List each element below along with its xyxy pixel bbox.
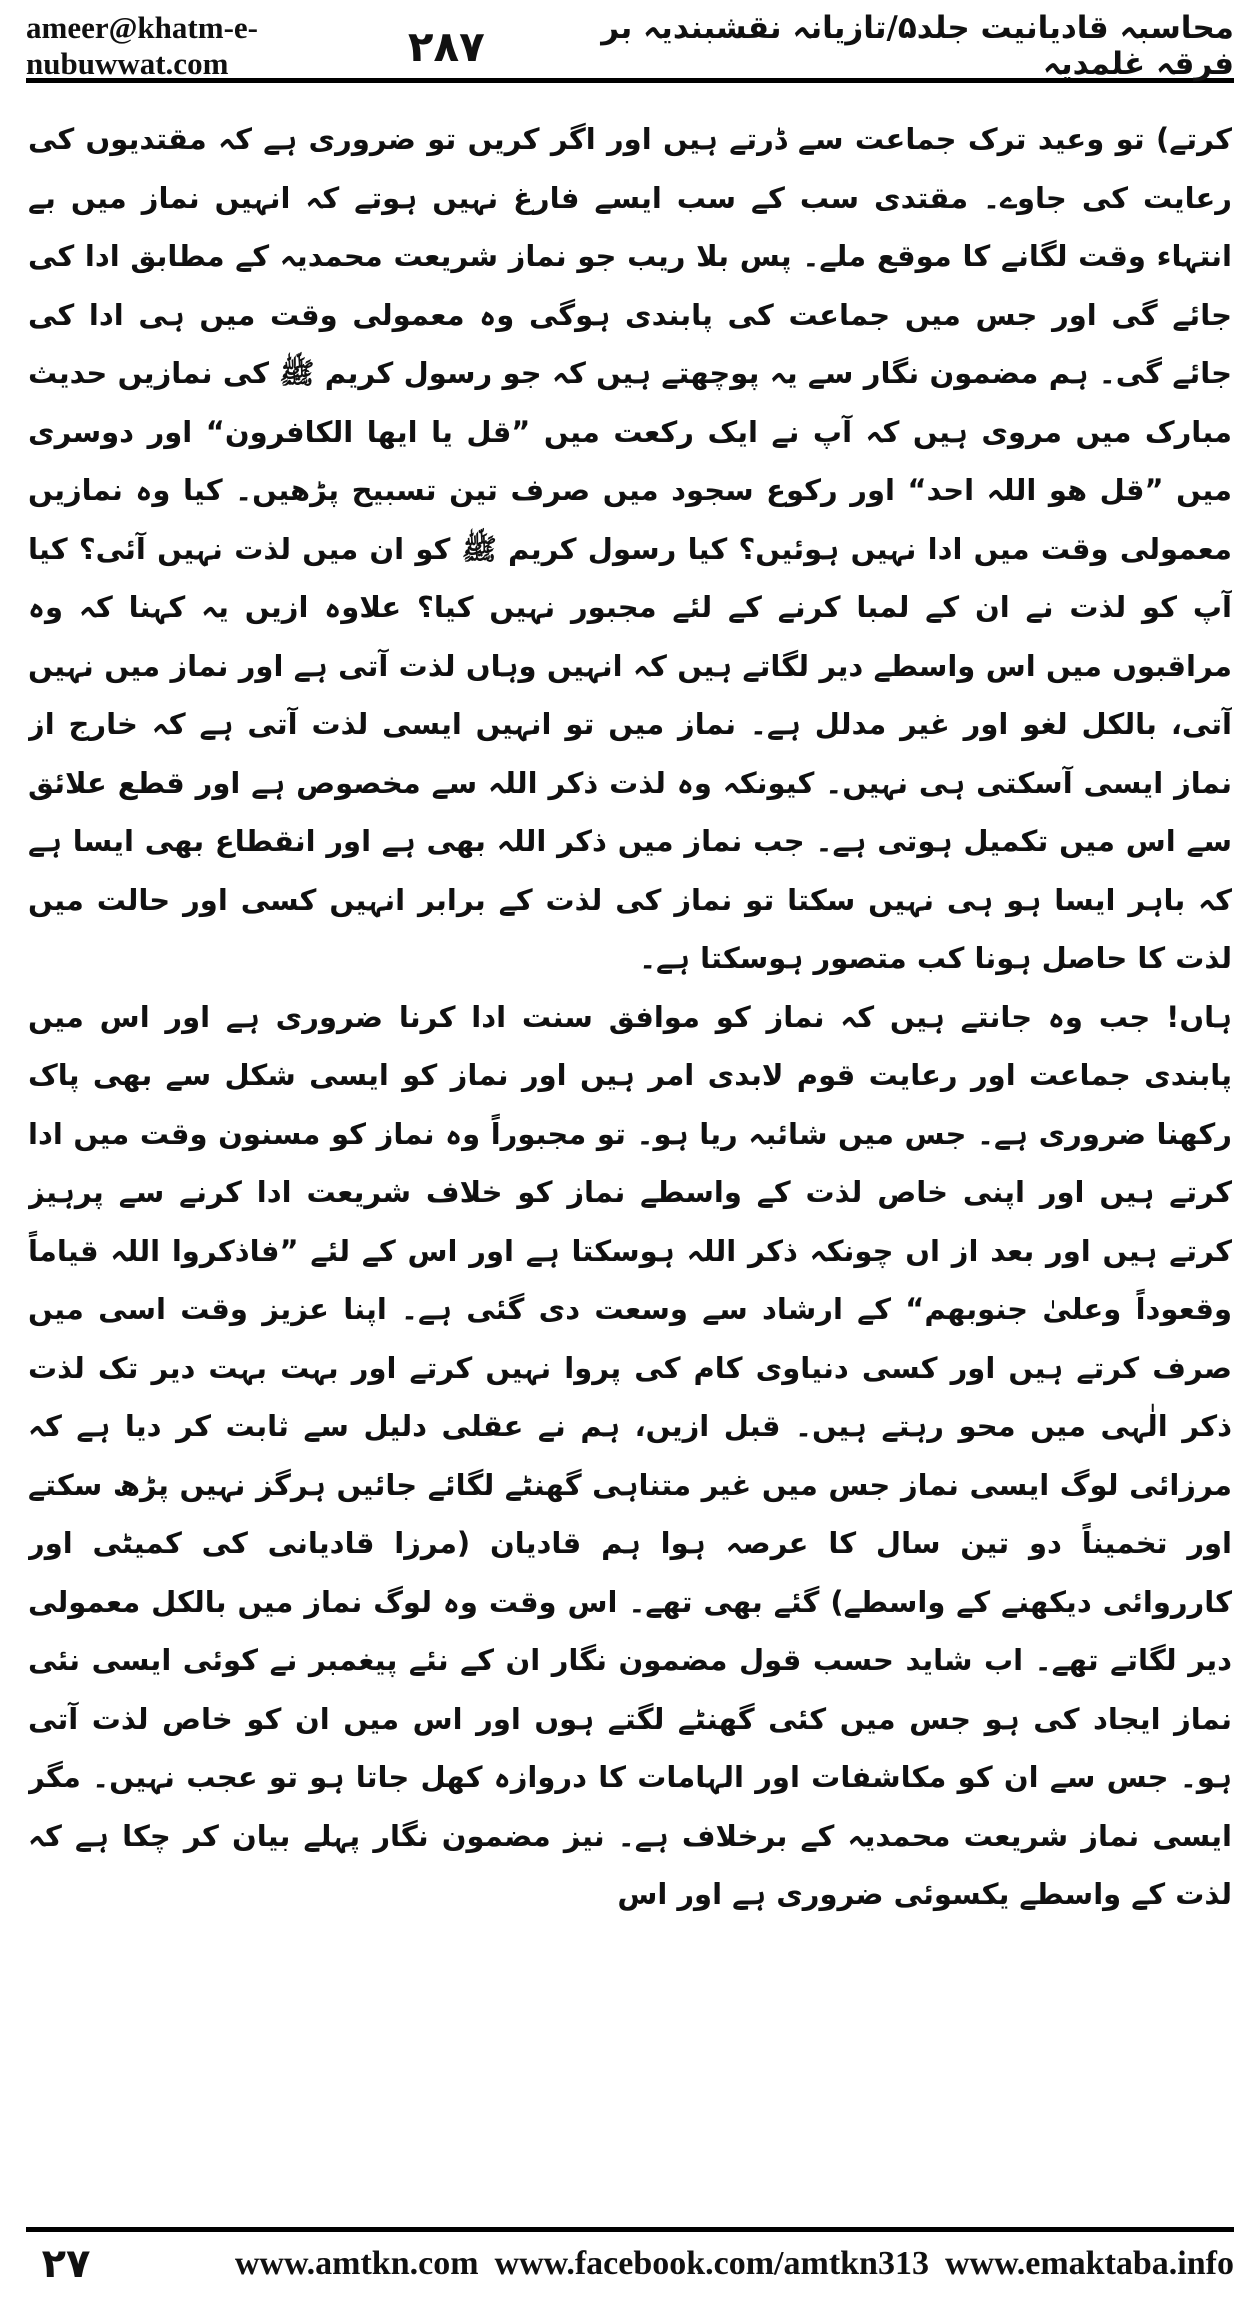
paragraph: کرتے) تو وعید ترک جماعت سے ڈرتے ہیں اور اگر کریں تو ضروری ہے کہ مقتدیوں کی رعایت کی جاوے۔ مقتدی سب کے سب ایسے فارغ نہیں ہوتے کہ انہیں نماز میں بے انتہاء وقت لگانے کا موقع ملے۔ پس بلا ریب جو نماز شریعت محمدیہ کے مطابق ادا کی جائے گی اور جس میں جماعت کی پابندی ہوگی وہ معمولی وقت میں ہی ادا کی جائے گی۔ ہم مضمون نگار سے یہ پوچھتے ہیں کہ جو رسول کریم ﷺ کی نمازیں حدیث مبارک میں مروی ہیں کہ آپ نے ایک رکعت میں ”قل یا ایھا الکافرون“ اور دوسری میں ”قل ھو اللہ احد“ اور رکوع سجود میں صرف تین تسبیح پڑھیں۔ کیا وہ نمازیں معمولی وقت میں ادا نہیں ہوئیں؟ کیا رسول کریم ﷺ کو ان میں لذت نہیں آئی؟ کیا آپ کو لذت نے ان کے لمبا کرنے کے لئے مجبور نہیں کیا؟ علاوہ ازیں یہ کہنا کہ وہ مراقبوں میں اس واسطے دیر لگاتے ہیں کہ انہیں وہاں لذت آتی ہے اور نماز میں نہیں آتی، بالکل لغو اور غیر مدلل ہے۔ نماز میں تو انہیں ایسی لذت آتی ہے کہ خارج از نماز ایسی آسکتی ہی نہیں۔ کیونکہ وہ لذت ذکر اللہ سے مخصوص ہے اور قطع علائق سے اس میں تکمیل ہوتی ہے۔ جب نماز میں ذکر اللہ بھی ہے اور انقطاع بھی ایسا ہے کہ باہر ایسا ہو ہی نہیں سکتا تو نماز کی لذت کے برابر انہیں کسی اور حالت میں لذت کا حاصل ہونا کب متصور ہوسکتا ہے۔ [28, 122, 1232, 975]
header-right [408, 10, 1234, 82]
header-email[interactable]: ameer@khatm-e-nubuwwat.com [26, 10, 258, 81]
footer-links [106, 2245, 1234, 2283]
footer-page-number: ۲۷ [41, 2241, 91, 2287]
page-footer [26, 2227, 1234, 2296]
page-number: ۲۸۷ [407, 21, 485, 71]
page-header [26, 10, 1234, 83]
paragraph: ہاں! جب وہ جانتے ہیں کہ نماز کو موافق سنت ادا کرنا ضروری ہے اور اس میں پابندی جماعت اور رعایت قوم لابدی امر ہیں اور نماز کو ایسی شکل سے بھی پاک رکھنا ضروری ہے۔ جس میں شائبہ ریا ہو۔ تو مجبوراً وہ نماز کو مسنون وقت میں ادا کرتے ہیں اور اپنی خاص لذت کے واسطے نماز کو خلاف شریعت ادا کرنے سے پرہیز کرتے ہیں اور بعد از اں چونکہ ذکر اللہ ہوسکتا ہے اور اس کے لئے ”فاذکروا اللہ قیاماً وقعوداً وعلیٰ جنوبھم“ کے ارشاد سے وسعت دی گئی ہے۔ اپنا عزیز وقت اسی میں صرف کرتے ہیں اور کسی دنیاوی کام کی پروا نہیں کرتے اور بہت بہت دیر تک لذت ذکر الٰہی میں محو رہتے ہیں۔ قبل ازیں، ہم نے عقلی دلیل سے ثابت کر دیا ہے کہ مرزائی لوگ ایسی نماز جس میں غیر متناہی گھنٹے لگائے جائیں ہرگز نہیں پڑھ سکتے اور تخمیناً دو تین سال کا عرصہ ہوا ہم قادیان (مرزا قادیانی کی کمیٹی اور کارروائی دیکھنے کے واسطے) گئے بھی تھے۔ اس وقت وہ لوگ نماز میں بالکل معمولی دیر لگاتے تھے۔ اب شاید حسب قول مضمون نگار ان کے نئے پیغمبر نے کوئی ایسی نئی نماز ایجاد کی ہو جس میں کئی گھنٹے لگتے ہوں اور اس میں ان کو خاص لذت آتی ہو۔ جس سے ان کو مکاشفات اور الہامات کا دروازہ کھل جاتا ہو تو عجب نہیں۔ مگر ایسی نماز شریعت محمدیہ کے برخلاف ہے۔ نیز مضمون نگار پہلے بیان کر چکا ہے کہ لذت کے واسطے یکسوئی ضروری ہے اور اس [28, 999, 1232, 1911]
link-facebook[interactable]: www.facebook.com/amtkn313 [494, 2245, 929, 2282]
link-emaktaba[interactable]: www.emaktaba.info [944, 2245, 1234, 2282]
book-title: محاسبہ قادیانیت جلد۵/تازیانہ نقشبندیہ بر فرقہ غلمدیہ [601, 10, 1234, 82]
body-text [28, 110, 1232, 2190]
link-amtkn[interactable]: www.amtkn.com [234, 2245, 479, 2282]
